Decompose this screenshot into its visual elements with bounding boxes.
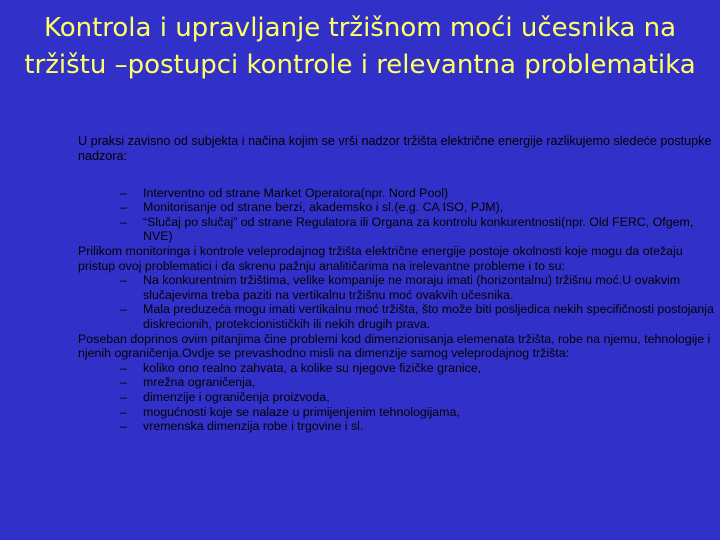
dash-bullet: – <box>120 214 127 229</box>
dash-bullet: – <box>120 273 127 288</box>
monitoring-paragraph: Prilikom monitoringa i kontrole veleprodajnog tržišta električne energije postoje okolnosti koje mogu da otežaju pristup ovoj problematici i da skrenu pažnju analitičarima na irelevantne probleme i to su: <box>78 243 683 273</box>
list-item <box>78 273 714 302</box>
slide-body <box>78 134 714 434</box>
list-item-text: Mala preduzeća mogu imati vertikalnu moć tržišta, što može biti posljedica nekih specifičnosti postojanja diskrecionih, protekcionističkih ili nekih drugih prava. <box>143 302 714 331</box>
list-item-text: Interventno od strane Market Operatora(npr. Nord Pool) <box>143 185 449 200</box>
list-item <box>78 390 714 405</box>
dash-bullet: – <box>120 185 127 200</box>
list-item <box>78 419 714 434</box>
dash-bullet: – <box>120 302 127 317</box>
dash-bullet: – <box>120 360 127 375</box>
list-item-text: vremenska dimenzija robe i trgovine i sl. <box>143 419 364 434</box>
intro-paragraph: U praksi zavisno od subjekta i načina kojim se vrši nadzor tržišta električne energije razlikujemo sledeće postupke nadzora: <box>78 134 712 163</box>
list-item-text: mogućnosti koje se nalaze u primijenjenim tehnologijama, <box>143 404 460 419</box>
list-item <box>78 200 714 215</box>
dash-bullet: – <box>120 389 127 404</box>
dash-bullet: – <box>120 419 127 434</box>
list-item-text: dimenzije i ograničenja proizvoda, <box>143 389 330 404</box>
list-item <box>78 361 714 376</box>
dash-bullet: – <box>120 200 127 215</box>
list-item <box>78 302 714 331</box>
list-item-text: Na konkurentnim tržištima, velike kompanije ne moraju imati (horizontalnu) tržišnu moć.U ovakvim slučajevima treba paziti na vertikalnu tržišnu moć ovakvih učesnika. <box>143 273 681 302</box>
dash-bullet: – <box>120 375 127 390</box>
list-item <box>78 375 714 390</box>
dimension-paragraph: Poseban doprinos ovim pitanjima čine problemi kod dimenzionisanja elemenata tržišta, robe na njemu, tehnologije i njenih ograničenja.Ovdje se prevashodno misli na dimenzije samog veleprodajnog tržišta: <box>78 331 711 361</box>
list-item-text: “Slučaj po slučaj” od strane Regulatora ili Organa za kontrolu konkurentnosti(npr. Old FERC, Ofgem, NVE) <box>143 214 694 244</box>
list-item <box>78 215 714 244</box>
dash-bullet: – <box>120 404 127 419</box>
list-item-text: mrežna ograničenja, <box>143 375 256 390</box>
list-item <box>78 186 714 201</box>
list-item-text: Monitorisanje od strane berzi, akademsko i sl.(e.g. CA ISO, PJM), <box>143 200 504 215</box>
list-item-text: koliko ono realno zahvata, a kolike su njegove fizičke granice, <box>143 360 482 375</box>
slide-title: Kontrola i upravljanje tržišnom moći učesnika na tržištu –postupci kontrole i relevantna problematika <box>24 13 696 80</box>
list-item <box>78 405 714 420</box>
